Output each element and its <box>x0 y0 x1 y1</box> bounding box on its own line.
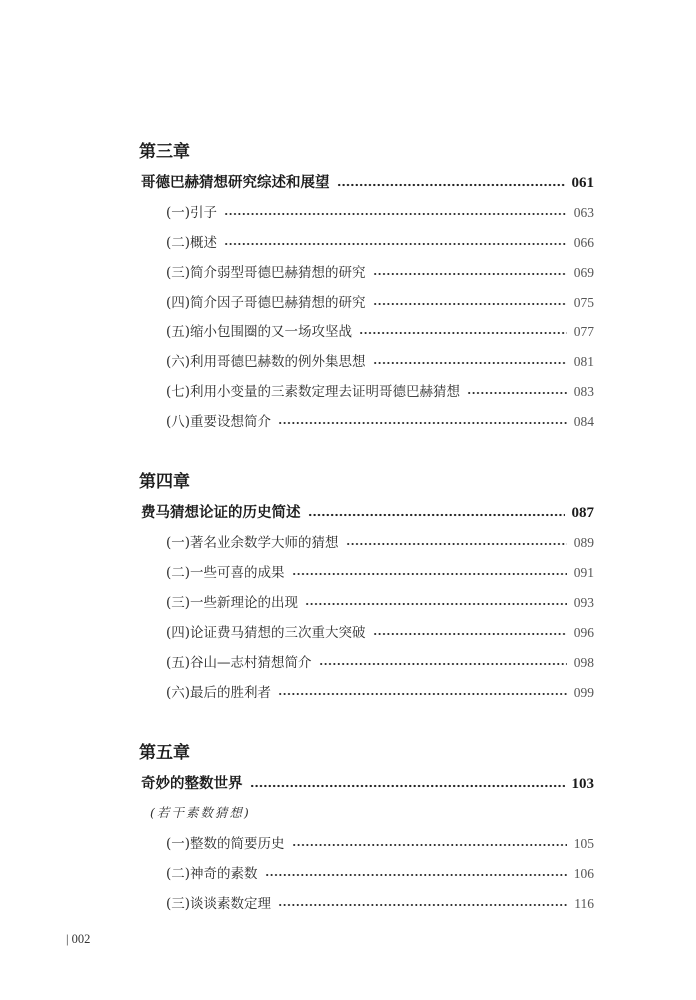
toc-entry-page: 091 <box>573 565 594 580</box>
toc-entry-label: (一)整数的简要历史 <box>166 836 285 852</box>
toc-entry[interactable] <box>166 291 594 311</box>
dot-leader <box>278 421 567 425</box>
toc-entry-page: 069 <box>573 265 594 280</box>
toc-entry-page: 081 <box>573 354 594 369</box>
dot-leader <box>278 903 567 907</box>
toc-entry-page: 084 <box>573 414 594 429</box>
dot-leader <box>308 513 565 517</box>
page-number: | 002 <box>66 932 91 946</box>
dot-leader <box>346 542 567 546</box>
toc-entry-label: (三)谈谈素数定理 <box>166 896 272 912</box>
dot-leader <box>467 391 567 395</box>
chapter-5-page: 103 <box>571 776 594 792</box>
dot-leader <box>292 843 567 847</box>
toc-entry[interactable] <box>166 892 594 912</box>
toc-entry-label: (八)重要设想简介 <box>166 414 272 430</box>
toc-entry-page: 093 <box>573 595 594 610</box>
toc-entry-label: (三)简介弱型哥德巴赫猜想的研究 <box>166 265 366 281</box>
toc-entry[interactable] <box>166 410 594 430</box>
toc-entry-page: 106 <box>573 866 594 881</box>
dot-leader <box>278 692 567 696</box>
toc-entry[interactable] <box>166 320 594 340</box>
dot-leader <box>250 784 565 788</box>
toc-entry-label: (二)神奇的素数 <box>166 866 258 882</box>
toc-entry[interactable] <box>166 621 594 641</box>
chapter-5-heading: 第五章 <box>139 743 190 763</box>
toc-entry[interactable] <box>166 651 594 671</box>
chapter-5-subtitle-note: (若干素数猜想) <box>150 805 251 820</box>
toc-entry-label: (二)概述 <box>166 235 218 251</box>
chapter-3-heading: 第三章 <box>139 142 190 162</box>
chapter-3-title: 哥德巴赫猜想研究综述和展望 <box>141 174 330 191</box>
toc-entry-page: 116 <box>574 896 594 911</box>
toc-entry-page: 077 <box>573 324 594 339</box>
toc-entry[interactable] <box>166 380 594 400</box>
dot-leader <box>224 212 567 216</box>
chapter-4-title-entry[interactable] <box>141 501 594 522</box>
dot-leader <box>373 361 567 365</box>
toc-entry[interactable] <box>166 261 594 281</box>
toc-entry-page: 096 <box>573 625 594 640</box>
dot-leader <box>373 272 567 276</box>
toc-entry[interactable] <box>166 201 594 221</box>
toc-entry-label: (六)利用哥德巴赫数的例外集思想 <box>166 354 366 370</box>
toc-entry[interactable] <box>166 681 594 701</box>
dot-leader <box>292 572 567 576</box>
toc-entry-page: 066 <box>573 235 594 250</box>
chapter-5-title-entry[interactable] <box>141 772 594 793</box>
toc-entry-page: 063 <box>573 205 594 220</box>
toc-entry-label: (六)最后的胜利者 <box>166 685 272 701</box>
toc-entry-page: 099 <box>573 685 594 700</box>
toc-entry-label: (五)谷山—志村猜想简介 <box>166 655 312 671</box>
chapter-5-title: 奇妙的整数世界 <box>141 775 243 792</box>
toc-entry-label: (五)缩小包围圈的又一场攻坚战 <box>166 324 353 340</box>
dot-leader <box>359 331 567 335</box>
toc-entry-label: (一)引子 <box>166 205 218 221</box>
toc-entry-page: 075 <box>573 295 594 310</box>
chapter-3-page: 061 <box>571 175 594 191</box>
toc-entry[interactable] <box>166 862 594 882</box>
toc-entry-label: (四)论证费马猜想的三次重大突破 <box>166 625 366 641</box>
dot-leader <box>373 632 567 636</box>
dot-leader <box>224 242 567 246</box>
dot-leader <box>305 602 567 606</box>
toc-entry[interactable] <box>166 591 594 611</box>
toc-entry-label: (七)利用小变量的三素数定理去证明哥德巴赫猜想 <box>166 384 461 400</box>
toc-entry[interactable] <box>166 531 594 551</box>
toc-entry[interactable] <box>166 231 594 251</box>
toc-entry[interactable] <box>166 832 594 852</box>
chapter-4-page: 087 <box>571 505 594 521</box>
toc-entry-page: 105 <box>573 836 594 851</box>
toc-entry-label: (三)一些新理论的出现 <box>166 595 299 611</box>
toc-entry-label: (一)著名业余数学大师的猜想 <box>166 535 339 551</box>
chapter-4-heading: 第四章 <box>139 472 190 492</box>
chapter-4-title: 费马猜想论证的历史简述 <box>141 504 301 521</box>
dot-leader <box>373 302 567 306</box>
toc-entry[interactable] <box>166 350 594 370</box>
dot-leader <box>337 183 565 187</box>
toc-entry-label: (二)一些可喜的成果 <box>166 565 285 581</box>
toc-entry[interactable] <box>166 561 594 581</box>
dot-leader <box>265 873 567 877</box>
toc-entry-page: 098 <box>573 655 594 670</box>
toc-entry-label: (四)简介因子哥德巴赫猜想的研究 <box>166 295 366 311</box>
chapter-3-title-entry[interactable] <box>141 171 594 192</box>
toc-entry-page: 089 <box>573 535 594 550</box>
dot-leader <box>319 662 567 666</box>
toc-entry-page: 083 <box>573 384 594 399</box>
